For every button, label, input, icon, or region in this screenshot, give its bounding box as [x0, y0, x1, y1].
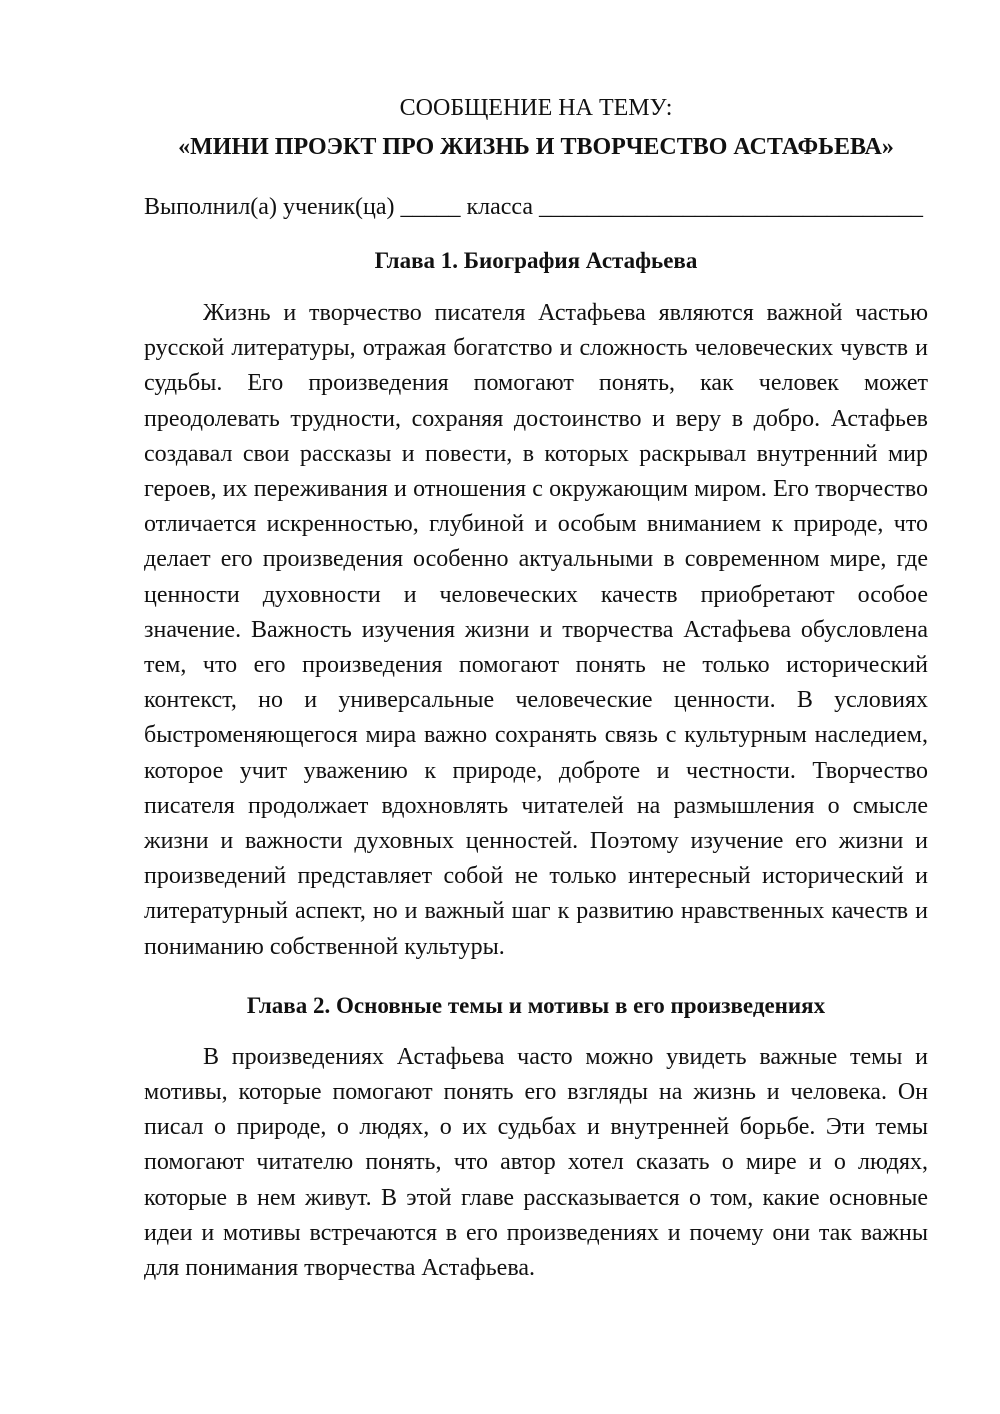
chapter-1 — [144, 245, 928, 965]
chapter-2-heading: Глава 2. Основные темы и мотивы в его произведениях — [246, 992, 826, 1018]
chapter-1-paragraph: Жизнь и творчество писателя Астафьева являются важной частью русской литературы, отражая богатство и сложность человеческих чувств и судьбы. Его произведения помогают понять, как человек может преодолевать трудности, сохраняя достоинство и веру в добро. Астафьев создавал свои рассказы и повести, в которых раскрывал внутренний мир героев, их переживания и отношения с окружающим миром. Его творчество отличается искренностью, глубиной и особым вниманием к природе, что делает его произведения особенно актуальными в современном мире, где ценности духовности и человеческих качеств приобретают особое значение. Важность изучения жизни и творчества Астафьева обусловлена тем, что его произведения помогают понять не только исторический контекст, но и универсальные человеческие ценности. В условиях быстроменяющегося мира важно сохранять связь с культурным наследием, которое учит уважению к природе, доброте и честности. Творчество писателя продолжает вдохновлять читателей на размышления о смысле жизни и важности духовных ценностей. Поэтому изучение его жизни и произведений представляет собой не только интересный исторический и литературный аспект, но и важный шаг к развитию нравственных качеств и пониманию собственной культуры. — [144, 300, 928, 960]
chapter-2-paragraph: В произведениях Астафьева часто можно увидеть важные темы и мотивы, которые помогают понять его взгляды на жизнь и человека. Он писал о природе, о людях, о их судьбах и внутренней борьбе. Эти темы помогают читателю понять, что автор хотел сказать о мире и о людях, которые в нем живут. В этой главе рассказывается о том, какие основные идеи и мотивы встречаются в его произведениях и почему они так важны для понимания творчества Астафьева. — [144, 1043, 928, 1282]
document-title: «МИНИ ПРОЭКТ ПРО ЖИЗНЬ И ТВОРЧЕСТВО АСТАФЬЕВА» — [178, 134, 894, 160]
document-kicker: СООБЩЕНИЕ НА ТЕМУ: — [399, 95, 673, 121]
chapter-1-heading: Глава 1. Биография Астафьева — [374, 248, 698, 273]
chapter-2 — [144, 990, 928, 1286]
document-page — [144, 92, 928, 1286]
student-byline: Выполнил(а) ученик(ца) _____ класса ________________________________ — [144, 194, 924, 220]
